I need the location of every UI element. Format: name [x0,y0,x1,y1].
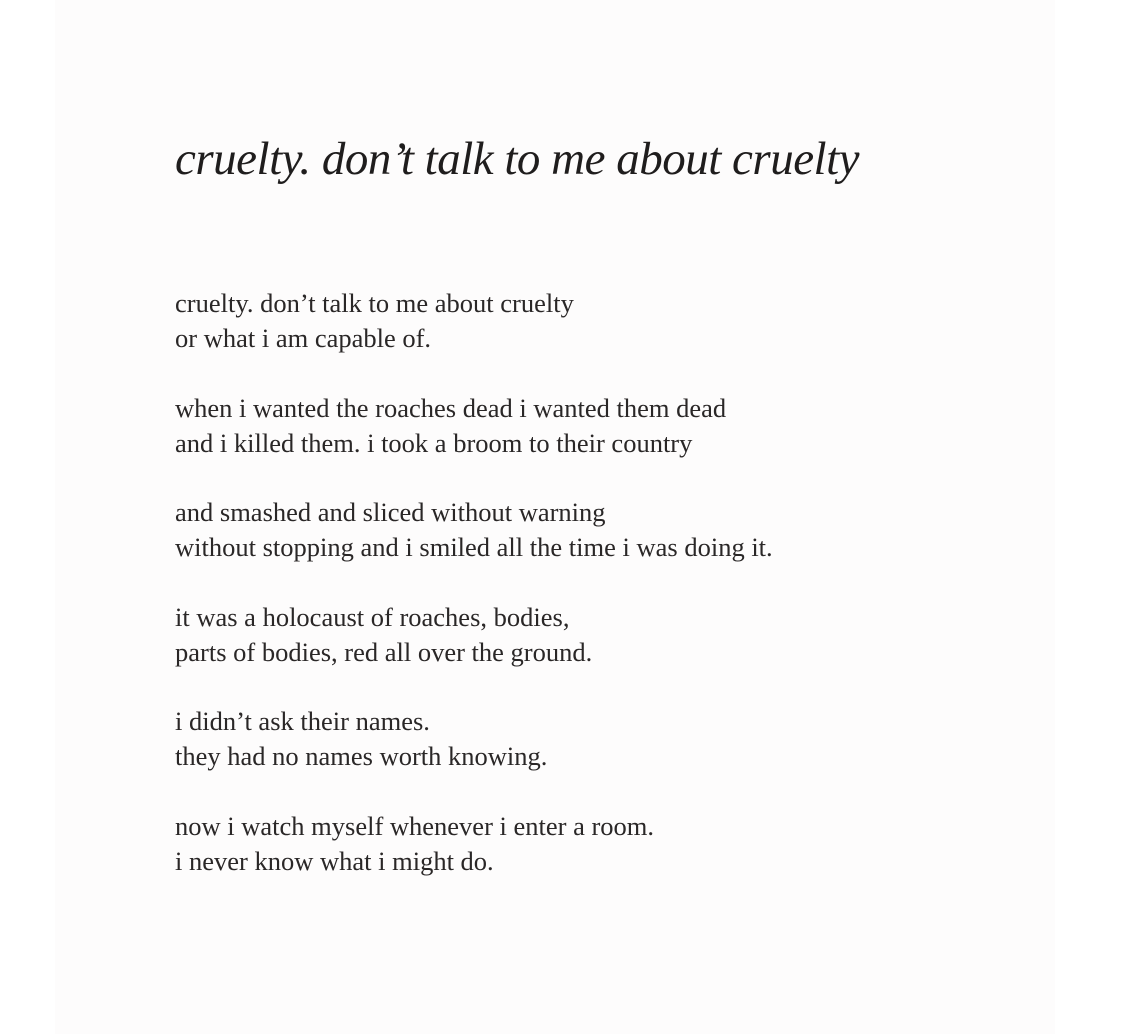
poem-line: they had no names worth knowing. [175,741,548,771]
poem-title: cruelty. don’t talk to me about cruelty [175,133,860,185]
poem-line: parts of bodies, red all over the ground. [175,636,593,667]
stanza [175,391,1035,461]
poem-line: and i killed them. i took a broom to their country [175,427,693,458]
poem-line: without stopping and i smiled all the time i was doing it. [175,532,773,562]
stanza [175,495,1035,565]
poem-line: i never know what i might do. [175,845,494,876]
poem-line: i didn’t ask their names. [175,706,430,736]
stanza [175,809,1035,879]
poem-line: when i wanted the roaches dead i wanted them dead [175,392,727,423]
stanza [175,704,1035,774]
stanza [175,600,1035,670]
stanza [175,286,1035,356]
poem-line: or what i am capable of. [175,323,432,353]
poem-line: and smashed and sliced without warning [175,497,606,527]
poem-body [175,286,1035,913]
poem-line: it was a holocaust of roaches, bodies, [175,601,570,632]
poem-line: now i watch myself whenever i enter a room. [175,810,655,841]
poem-line: cruelty. don’t talk to me about cruelty [175,288,574,318]
